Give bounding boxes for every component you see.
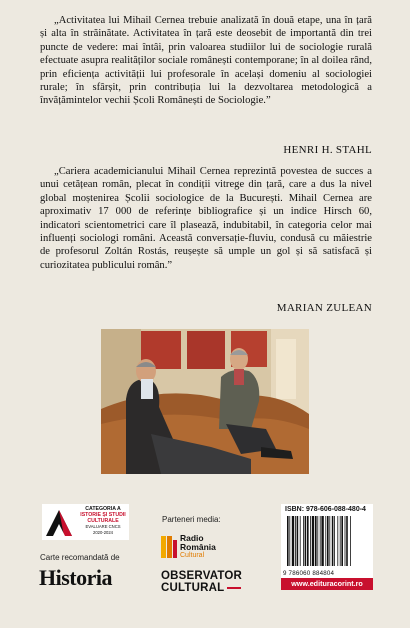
- category-logo-icon: [42, 504, 76, 540]
- observator-line1: OBSERVATOR: [161, 570, 243, 582]
- barcode-bar: [350, 516, 351, 566]
- barcode-bar: [334, 516, 335, 566]
- barcode-bar: [287, 516, 289, 566]
- quote-author-stahl: HENRI H. STAHL: [283, 144, 372, 156]
- barcode-bar: [345, 516, 346, 566]
- radio-line2: România: [180, 542, 216, 552]
- category-line3: CULTURALE: [87, 518, 119, 524]
- radio-line1: Radio: [180, 533, 204, 543]
- quote-author-zulean: MARIAN ZULEAN: [276, 302, 372, 314]
- barcode-bar: [321, 516, 323, 566]
- category-line5: 2020-2024: [92, 530, 114, 535]
- quote-stahl: „Activitatea lui Mihail Cernea trebuie analizată în două etape, una în țară și alta în străinătate. Activitatea în țară este deosebit de importantă din trei puncte de vedere: mai întâi, prin valoarea studiilor lui de sociologie rurală efectuate asupra realităților sociale românești contemporane; în al doilea rând, prin eficiența activității lui profesorale în același domeniu al sociologiei rurale; în sfârșit, prin contribuția lui la dezvoltarea metodologică a învățămintelor vechii Școli Românești de Sociologie.”: [40, 15, 372, 107]
- barcode-bar: [300, 516, 301, 566]
- barcode-icon: [285, 516, 369, 568]
- barcode-bar: [307, 516, 309, 566]
- barcode-bar: [303, 516, 304, 566]
- radio-logo-icon: [160, 534, 178, 560]
- photo-illustration: [101, 329, 309, 474]
- historia-logo: Historia: [39, 565, 112, 590]
- observator-line2: CULTURAL: [161, 582, 225, 594]
- radio-line3: Cultural: [180, 552, 205, 559]
- media-partners-title: Parteneri media:: [162, 515, 221, 524]
- barcode-bar: [292, 516, 294, 566]
- barcode-bar: [327, 516, 329, 566]
- barcode-bar: [320, 516, 321, 566]
- barcode-bar: [310, 516, 311, 566]
- barcode-bar: [312, 516, 314, 566]
- barcode-bar: [346, 516, 348, 566]
- category-line4: EVALUARE CNCS: [85, 524, 121, 529]
- barcode-bar: [325, 516, 326, 566]
- quote-zulean: „Cariera academicianului Mihail Cernea reprezintă povestea de succes a unui cetățean român, plecat în condiții vitrege din țară, care a dus la nivel global moștenirea Școlii sociologice de la București. Mihail Cernea are aproximativ 17 000 de referințe bibliografice și un indice Hirsch 60, indicatori scientometrici care îl plasează, indubitabil, în categoria celor mai influenți sociologi români. Această conversație-fluviu, condusă cu măiestrie de profesorul Zoltán Rostás, reușește să umple un gol și să satisfacă și curiozitatea publicului român.”: [40, 166, 372, 271]
- isbn-label: ISBN: 978-606-088-480-4: [285, 506, 366, 513]
- barcode-bar: [317, 516, 318, 566]
- publisher-website: www.edituracorint.ro: [281, 578, 373, 590]
- recommended-label: Carte recomandată de: [40, 553, 120, 562]
- barcode-bar: [295, 516, 296, 566]
- isbn-digits: 9 786060 884804: [283, 570, 335, 577]
- barcode-bar: [341, 516, 343, 566]
- barcode-bar: [340, 516, 341, 566]
- observator-dash: [227, 587, 241, 589]
- isbn-barcode: [281, 504, 373, 584]
- radio-romania-cultural-logo: [160, 533, 240, 561]
- category-line2: ISTORIE ȘI STUDII: [80, 512, 126, 518]
- author-photo: [101, 329, 309, 474]
- category-text: [78, 506, 128, 536]
- barcode-bar: [332, 516, 334, 566]
- observator-cultural-logo: [161, 570, 242, 594]
- category-line1: CATEGORIA A: [85, 506, 121, 512]
- barcode-bar: [297, 516, 299, 566]
- barcode-bar: [315, 516, 317, 566]
- barcode-bar: [305, 516, 307, 566]
- barcode-bar: [289, 516, 290, 566]
- barcode-bar: [337, 516, 338, 566]
- barcode-bar: [329, 516, 330, 566]
- category-badge: [42, 504, 129, 540]
